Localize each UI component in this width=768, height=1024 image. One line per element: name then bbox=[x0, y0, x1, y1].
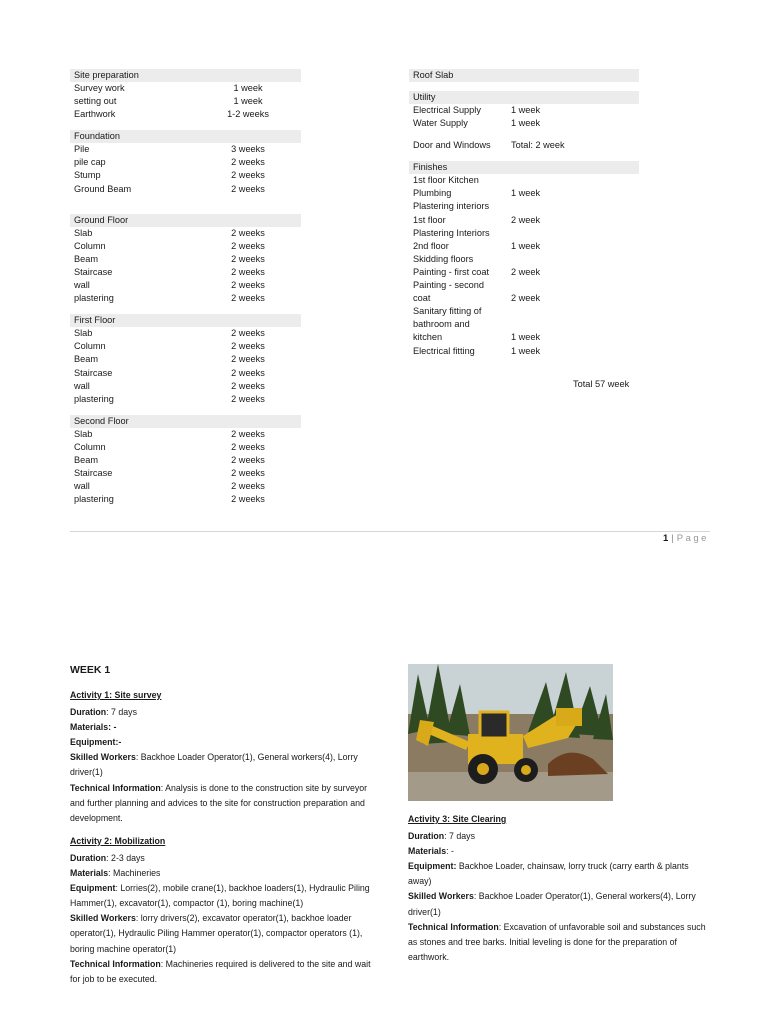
task-duration: 1 week bbox=[511, 345, 541, 356]
task-name: kitchen bbox=[413, 332, 443, 343]
task-duration: 2 weeks bbox=[231, 380, 265, 391]
task-name: Beam bbox=[74, 354, 99, 365]
task-duration: 3 weeks bbox=[231, 144, 265, 155]
schedule-row bbox=[70, 169, 301, 182]
task-name: Beam bbox=[74, 253, 99, 264]
task-name: wall bbox=[74, 280, 90, 291]
task-name: Painting - first coat bbox=[413, 266, 490, 277]
page-word: Page bbox=[676, 533, 709, 544]
task-name: Slab bbox=[74, 227, 93, 238]
activity3-duration: Duration: 7 days bbox=[408, 831, 475, 842]
task-name: 1st floor Kitchen bbox=[413, 175, 479, 186]
section-heading: Finishes bbox=[409, 161, 639, 174]
schedule-row bbox=[70, 327, 301, 340]
task-duration: Total: 2 week bbox=[511, 140, 565, 151]
task-duration: 2 weeks bbox=[231, 454, 265, 465]
schedule-row bbox=[70, 380, 301, 393]
activity1-tech: Technical Information: Analysis is done to the construction site by surveyor and further planning and advices to the site for construction preparation and development. bbox=[70, 782, 368, 823]
task-name: Staircase bbox=[74, 468, 113, 479]
schedule-row bbox=[70, 493, 301, 506]
schedule-row bbox=[409, 305, 639, 318]
activity1-duration: Duration: 7 days bbox=[70, 707, 137, 718]
task-name: wall bbox=[74, 481, 90, 492]
task-name: pile cap bbox=[74, 157, 106, 168]
schedule-row bbox=[70, 454, 301, 467]
task-name: Column bbox=[74, 341, 106, 352]
schedule-row bbox=[70, 367, 301, 380]
activity3-materials: Materials: - bbox=[408, 846, 454, 857]
task-duration: 2 weeks bbox=[231, 170, 265, 181]
task-name: bathroom and bbox=[413, 319, 470, 330]
task-name: Beam bbox=[74, 454, 99, 465]
schedule-row bbox=[70, 428, 301, 441]
task-duration: 2 weeks bbox=[231, 393, 265, 404]
week-title: WEEK 1 bbox=[70, 664, 111, 676]
schedule-row bbox=[70, 480, 301, 493]
task-duration: 2 weeks bbox=[231, 468, 265, 479]
task-duration: 2 weeks bbox=[231, 494, 265, 505]
schedule-table-left bbox=[70, 69, 301, 506]
task-duration: 1-2 weeks bbox=[227, 109, 269, 120]
schedule-row bbox=[70, 253, 301, 266]
task-name: Sanitary fitting of bbox=[413, 306, 482, 317]
page-separator: | bbox=[671, 533, 674, 544]
activity2-equipment: Equipment: Lorries(2), mobile crane(1), backhoe loaders(1), Hydraulic Piling Hammer(1), excavator(1), compactor (1), boring machine(1) bbox=[70, 883, 370, 909]
task-duration: 2 weeks bbox=[231, 354, 265, 365]
schedule-row bbox=[409, 253, 639, 266]
task-duration bbox=[511, 174, 591, 187]
task-name: Water Supply bbox=[413, 118, 468, 129]
task-duration bbox=[511, 279, 591, 292]
activity3-column bbox=[408, 812, 713, 965]
task-duration: 1 week bbox=[511, 240, 541, 251]
activity3-skilled: Skilled Workers: Backhoe Loader Operator(1), General workers(4), Lorry driver(1) bbox=[408, 891, 696, 917]
activity2-materials: Materials: Machineries bbox=[70, 868, 161, 879]
task-duration: 1 week bbox=[511, 188, 541, 199]
activity3-heading: Activity 3: Site Clearing bbox=[408, 814, 507, 824]
task-name: Painting - second bbox=[413, 280, 484, 291]
task-name: Skidding floors bbox=[413, 253, 474, 264]
activity2-heading: Activity 2: Mobilization bbox=[70, 835, 166, 846]
activity2-skilled: Skilled Workers: lorry drivers(2), excavator operator(1), backhoe loader operator(1), Hydraulic Piling Hammer operator(1), compactor operators (1), boring machine operator(1) bbox=[70, 913, 363, 954]
task-duration: 2 week bbox=[511, 214, 541, 225]
task-name: Survey work bbox=[74, 83, 125, 93]
task-duration: 2 weeks bbox=[231, 328, 265, 339]
schedule-row bbox=[409, 292, 639, 305]
schedule-row bbox=[70, 279, 301, 292]
schedule-row bbox=[70, 467, 301, 480]
task-name: 1st floor bbox=[413, 214, 446, 225]
task-duration: 2 weeks bbox=[231, 293, 265, 304]
task-name: setting out bbox=[74, 96, 117, 107]
activity2-duration: Duration: 2-3 days bbox=[70, 852, 145, 863]
task-name: Earthwork bbox=[74, 109, 116, 120]
schedule-row bbox=[409, 104, 639, 117]
schedule-row bbox=[409, 345, 639, 358]
activity1-skilled: Skilled Workers: Backhoe Loader Operator(1), General workers(4), Lorry driver(1) bbox=[70, 752, 358, 778]
task-name: Door and Windows bbox=[413, 140, 491, 151]
task-duration: 1 week bbox=[511, 105, 541, 115]
activity3-equipment: Equipment: Backhoe Loader, chainsaw, lorry truck (carry earth & plants away) bbox=[408, 861, 689, 887]
schedule-row bbox=[409, 174, 639, 187]
task-duration: 2 weeks bbox=[231, 183, 265, 194]
task-name: Electrical fitting bbox=[413, 345, 475, 356]
schedule-row bbox=[409, 227, 639, 240]
task-name: plastering bbox=[74, 494, 114, 505]
activity1-heading: Activity 1: Site survey bbox=[70, 690, 162, 700]
task-duration: 2 weeks bbox=[231, 266, 265, 277]
schedule-row bbox=[70, 393, 301, 406]
task-name: Stump bbox=[74, 170, 101, 181]
task-name: Staircase bbox=[74, 367, 113, 378]
activity3-tech: Technical Information: Excavation of unfavorable soil and substances such as stones and tree barks. Initial leveling is done for the preparation of earthwork. bbox=[408, 921, 706, 962]
task-name: Pile bbox=[74, 144, 90, 155]
task-duration: 2 weeks bbox=[231, 227, 265, 238]
task-duration bbox=[511, 318, 591, 331]
schedule-row bbox=[70, 340, 301, 353]
section-heading: Second Floor bbox=[70, 415, 301, 428]
activity1-equipment: Equipment:- bbox=[70, 737, 122, 748]
section-heading: Site preparation bbox=[70, 69, 301, 82]
task-duration: 2 week bbox=[511, 293, 541, 304]
task-name: Column bbox=[74, 240, 106, 251]
schedule-row bbox=[70, 95, 301, 108]
section-heading: Ground Floor bbox=[70, 214, 301, 227]
task-duration: 2 week bbox=[511, 266, 541, 277]
task-duration: 2 weeks bbox=[231, 441, 265, 452]
backhoe-loader-photo bbox=[408, 664, 613, 801]
task-duration: 2 weeks bbox=[231, 157, 265, 168]
task-name: Electrical Supply bbox=[413, 105, 481, 115]
schedule-row bbox=[70, 441, 301, 454]
task-duration: 1 week bbox=[233, 96, 263, 107]
schedule-row bbox=[409, 279, 639, 292]
schedule-row bbox=[70, 292, 301, 305]
task-name: Column bbox=[74, 441, 106, 452]
task-name: Plastering interiors bbox=[413, 201, 490, 212]
page-divider bbox=[70, 531, 710, 532]
task-duration: 2 weeks bbox=[231, 253, 265, 264]
schedule-row bbox=[70, 183, 301, 196]
total-duration: Total 57 week bbox=[573, 379, 630, 389]
schedule-row bbox=[409, 214, 639, 227]
task-duration: 1 week bbox=[511, 332, 541, 343]
task-duration: 2 weeks bbox=[231, 280, 265, 291]
task-duration: 2 weeks bbox=[231, 428, 265, 439]
schedule-row bbox=[409, 331, 639, 344]
schedule-row bbox=[70, 108, 301, 121]
task-name: wall bbox=[74, 380, 90, 391]
task-name: 2nd floor bbox=[413, 240, 449, 251]
activities-left-column bbox=[70, 688, 375, 987]
task-duration: 2 weeks bbox=[231, 481, 265, 492]
schedule-row bbox=[409, 187, 639, 200]
schedule-row bbox=[409, 266, 639, 279]
schedule-row bbox=[409, 117, 639, 130]
schedule-row bbox=[70, 227, 301, 240]
task-duration: 2 weeks bbox=[231, 341, 265, 352]
task-duration: 2 weeks bbox=[231, 367, 265, 378]
schedule-row bbox=[70, 240, 301, 253]
task-name: plastering bbox=[74, 393, 114, 404]
schedule-row bbox=[70, 353, 301, 366]
activity1-materials: Materials: - bbox=[70, 722, 117, 733]
task-duration: 1 week bbox=[511, 118, 541, 129]
task-duration: 1 week bbox=[233, 83, 263, 93]
schedule-row bbox=[409, 240, 639, 253]
task-duration bbox=[511, 200, 591, 213]
schedule-row bbox=[70, 82, 301, 95]
schedule-row bbox=[70, 266, 301, 279]
schedule-table-right bbox=[409, 69, 639, 358]
section-heading: Utility bbox=[409, 91, 639, 104]
task-name: plastering bbox=[74, 293, 114, 304]
task-name: coat bbox=[413, 293, 431, 304]
section-heading: Foundation bbox=[70, 130, 301, 143]
schedule-row bbox=[409, 318, 639, 331]
task-duration: 2 weeks bbox=[231, 240, 265, 251]
task-name: Ground Beam bbox=[74, 183, 132, 194]
task-name: Slab bbox=[74, 428, 93, 439]
section-heading: Roof Slab bbox=[409, 69, 639, 82]
schedule-row bbox=[70, 156, 301, 169]
page-number-value: 1 bbox=[663, 533, 669, 544]
task-duration bbox=[511, 253, 591, 266]
schedule-row bbox=[409, 139, 639, 152]
task-name: Plumbing bbox=[413, 188, 452, 199]
schedule-row bbox=[409, 200, 639, 213]
schedule-row bbox=[70, 143, 301, 156]
task-name: Staircase bbox=[74, 266, 113, 277]
activity2-tech: Technical Information: Machineries required is delivered to the site and wait for job to be executed. bbox=[70, 958, 371, 984]
task-name: Plastering Interiors bbox=[413, 227, 490, 238]
task-duration bbox=[511, 227, 591, 240]
task-name: Slab bbox=[74, 328, 93, 339]
task-duration bbox=[511, 305, 591, 318]
page-number bbox=[663, 533, 709, 544]
section-heading: First Floor bbox=[70, 314, 301, 327]
